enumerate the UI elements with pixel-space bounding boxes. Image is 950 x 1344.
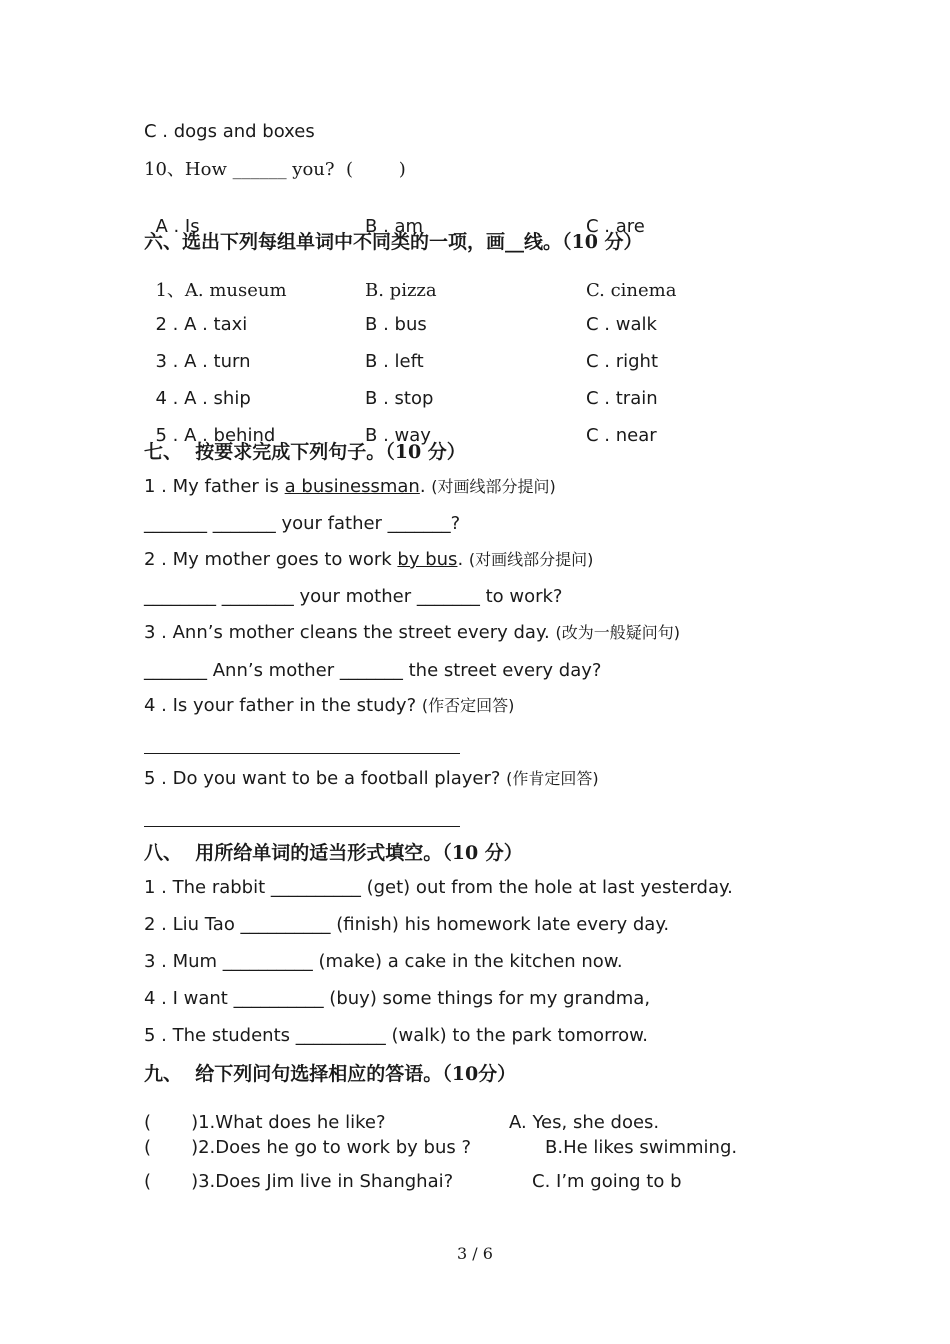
s9-row-3 <box>144 1171 682 1193</box>
option-c: C . are <box>586 216 645 237</box>
s7-q2 <box>144 549 593 571</box>
option-a: 4 . A . ship <box>155 388 251 409</box>
answer: C. I’m going to b <box>532 1171 682 1192</box>
s7-q4 <box>144 695 514 717</box>
section-9-heading: 九、 给下列问句选择相应的答语。（10分） <box>144 1063 517 1085</box>
q1-instruction: (对画线部分提问) <box>431 477 556 496</box>
q3-text: 3 . Ann’s mother cleans the street every day. <box>144 622 556 643</box>
option-b: B . way <box>365 425 431 446</box>
option-b: B. pizza <box>365 280 437 301</box>
s8-item-4: 4 . I want __________ (buy) some things for my grandma, <box>144 988 651 1009</box>
q9-option-c: C . dogs and boxes <box>144 121 315 142</box>
option-b: B . stop <box>365 388 434 409</box>
page-number: 3 / 6 <box>457 1244 493 1263</box>
answer: A. Yes, she does. <box>509 1112 660 1133</box>
q1-text: 1 . My father is <box>144 476 285 497</box>
option-a: 3 . A . turn <box>155 351 251 372</box>
q2-text: 2 . My mother goes to work <box>144 549 398 570</box>
s9-row-1 <box>144 1112 660 1134</box>
q4-text: 4 . Is your father in the study? <box>144 695 422 716</box>
option-b: B . left <box>365 351 424 372</box>
s7-q3-answer: _______ Ann’s mother _______ the street every day? <box>144 660 602 681</box>
question: ( )1.What does he like? <box>144 1112 386 1133</box>
q5-answer-line <box>144 826 460 827</box>
q1-period: . <box>419 476 432 497</box>
q4-instruction: (作否定回答) <box>421 696 515 715</box>
q2-instruction: (对画线部分提问) <box>468 550 594 569</box>
q5-text: 5 . Do you want to be a football player? <box>144 768 507 789</box>
option-c: C . train <box>586 388 658 409</box>
option-c: C . near <box>586 425 657 446</box>
answer: B.He likes swimming. <box>545 1137 738 1158</box>
s9-row-2 <box>144 1137 738 1159</box>
q1-underlined: a businessman <box>284 476 420 497</box>
option-a: 2 . A . taxi <box>155 314 248 335</box>
option-c: C . walk <box>586 314 657 335</box>
q2-period: . <box>457 549 469 570</box>
s8-item-3: 3 . Mum __________ (make) a cake in the kitchen now. <box>144 951 623 972</box>
s7-q3 <box>144 622 680 644</box>
option-b: B . bus <box>365 314 427 335</box>
s7-q1 <box>144 476 556 498</box>
s8-item-2: 2 . Liu Tao __________ (finish) his homework late every day. <box>144 914 670 935</box>
s8-item-1: 1 . The rabbit __________ (get) out from the hole at last yesterday. <box>144 877 733 898</box>
q4-answer-line <box>144 753 460 754</box>
option-a: A . Is <box>155 216 200 237</box>
s8-item-5: 5 . The students __________ (walk) to the park tomorrow. <box>144 1025 648 1046</box>
section-6-heading: 六、选出下列每组单词中不同类的一项，画__线。（10 分） <box>144 231 643 253</box>
option-c: C . right <box>586 351 659 372</box>
q3-instruction: (改为一般疑问句) <box>555 623 680 642</box>
q5-instruction: (作肯定回答) <box>506 769 599 788</box>
option-a: 5 . A . behind <box>155 425 276 446</box>
option-a: 1、A. museum <box>155 280 287 301</box>
option-c: C. cinema <box>586 280 677 301</box>
question: ( )3.Does Jim live in Shanghai? <box>144 1171 454 1192</box>
section-8-heading: 八、 用所给单词的适当形式填空。（10 分） <box>144 842 523 864</box>
option-b: B . am <box>365 216 424 237</box>
s7-q2-answer: ________ ________ your mother _______ to work? <box>144 586 563 607</box>
question: ( )2.Does he go to work by bus ? <box>144 1137 472 1158</box>
section-7-heading: 七、 按要求完成下列句子。（10 分） <box>144 441 466 463</box>
s7-q5 <box>144 768 599 790</box>
q2-underlined: by bus <box>397 549 458 570</box>
q10-stem: 10、How ______ you? ( ) <box>144 159 406 180</box>
s7-q1-answer: _______ _______ your father _______? <box>144 513 461 534</box>
